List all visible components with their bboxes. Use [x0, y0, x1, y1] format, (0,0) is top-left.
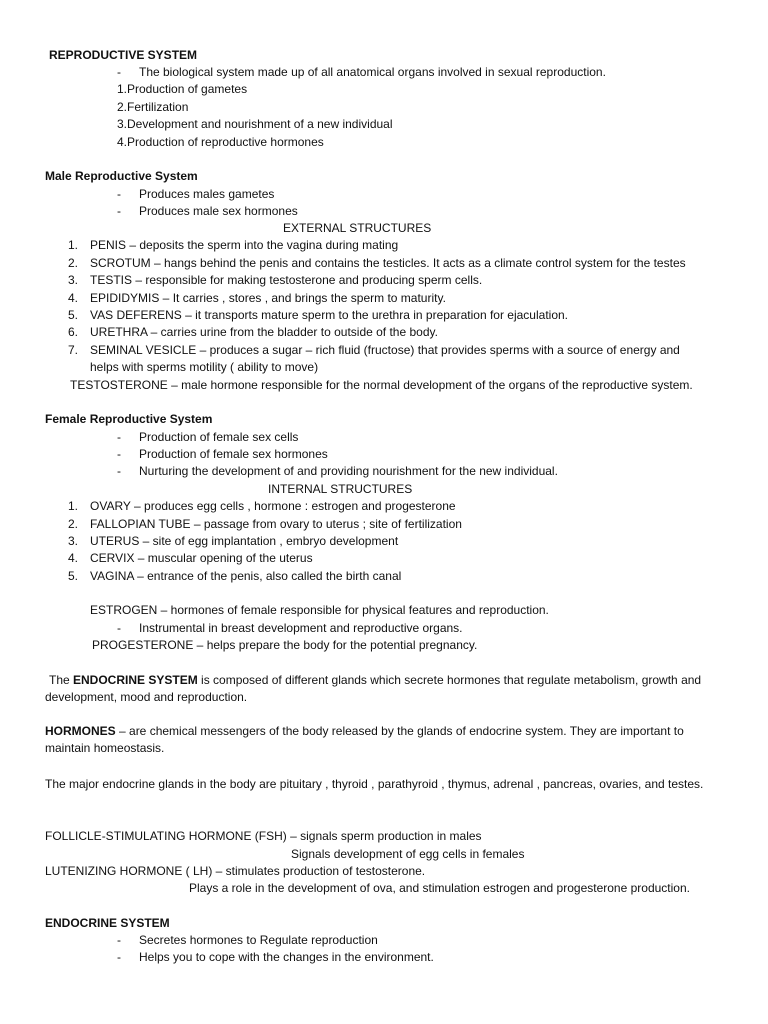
bullet-dash: - — [117, 65, 121, 79]
female-heading: Female Reproductive System — [45, 412, 213, 426]
female-structure-item: 2. FALLOPIAN TUBE – passage from ovary to uterus ; site of fertilization — [68, 517, 462, 531]
estrogen-line: ESTROGEN – hormones of female responsible for physical features and reproduction. — [90, 603, 549, 617]
female-bullet: - Nurturing the development of and providing nourishment for the new individual. — [117, 464, 558, 478]
female-bullet: - Production of female sex hormones — [117, 447, 328, 461]
endocrine-bullet: - Secretes hormones to Regulate reproduction — [117, 933, 378, 947]
glands-paragraph: The major endocrine glands in the body are pituitary , thyroid , parathyroid , thymus, adrenal , pancreas, ovaries, and testes. — [45, 777, 704, 791]
male-subheading: EXTERNAL STRUCTURES — [283, 221, 432, 235]
male-bullet: - Produces male sex hormones — [117, 204, 298, 218]
repro-heading: REPRODUCTIVE SYSTEM — [49, 48, 198, 62]
repro-function: 1.Production of gametes — [117, 82, 248, 96]
repro-definition: The biological system made up of all anatomical organs involved in sexual reproduction. — [139, 65, 606, 79]
endocrine-bullet: - Helps you to cope with the changes in the environment. — [117, 950, 434, 964]
hormones-term: HORMONES — [45, 724, 116, 738]
male-structure-item: 5. VAS DEFERENS – it transports mature sperm to the urethra in preparation for ejaculation. — [68, 308, 568, 322]
male-structure-item: 2. SCROTUM – hangs behind the penis and contains the testicles. It acts as a climate control system for the testes — [68, 256, 686, 270]
female-subheading: INTERNAL STRUCTURES — [268, 482, 413, 496]
repro-function: 2.Fertilization — [117, 100, 189, 114]
endocrine-intro-paragraph: The ENDOCRINE SYSTEM is composed of different glands which secrete hormones that regulate metabolism, growth and development, mood and reproduction. — [45, 673, 702, 704]
progesterone-line: PROGESTERONE – helps prepare the body for the potential pregnancy. — [92, 638, 478, 652]
fsh-line: FOLLICLE-STIMULATING HORMONE (FSH) – signals sperm production in males — [45, 829, 482, 843]
female-structure-item: 1. OVARY – produces egg cells , hormone : estrogen and progesterone — [68, 499, 456, 513]
endocrine-term: ENDOCRINE SYSTEM — [73, 673, 198, 687]
lh-line-2: Plays a role in the development of ova, and stimulation estrogen and progesterone production. — [189, 881, 690, 895]
male-structure-item: 6. URETHRA – carries urine from the bladder to outside of the body. — [68, 325, 438, 339]
female-bullet: - Production of female sex cells — [117, 430, 299, 444]
fsh-line-2: Signals development of egg cells in females — [291, 847, 525, 861]
male-structure-item: 4. EPIDIDYMIS – It carries , stores , and brings the sperm to maturity. — [68, 291, 446, 305]
male-structure-item: 1. PENIS – deposits the sperm into the vagina during mating — [68, 238, 399, 252]
endocrine-heading: ENDOCRINE SYSTEM — [45, 916, 170, 930]
female-structure-item: 3. UTERUS – site of egg implantation , embryo development — [68, 534, 399, 548]
lh-line: LUTENIZING HORMONE ( LH) – stimulates production of testosterone. — [45, 864, 426, 878]
male-heading: Male Reproductive System — [45, 169, 198, 183]
male-bullet: - Produces males gametes — [117, 187, 275, 201]
repro-function: 4.Production of reproductive hormones — [117, 135, 324, 149]
estrogen-bullet: - Instrumental in breast development and reproductive organs. — [117, 621, 463, 635]
male-structure-item: 3. TESTIS – responsible for making testosterone and producing sperm cells. — [68, 273, 483, 287]
repro-function: 3.Development and nourishment of a new individual — [117, 117, 393, 131]
female-structure-item: 5. VAGINA – entrance of the penis, also called the birth canal — [68, 569, 402, 583]
male-structure-item: 7. SEMINAL VESICLE – produces a sugar – rich fluid (fructose) that provides sperms with a source of energy and helps with sperms motility ( ability to move) — [68, 343, 680, 374]
hormones-paragraph: HORMONES – are chemical messengers of the body released by the glands of endocrine system. They are important to maintain homeostasis. — [45, 724, 684, 755]
testosterone-line: TESTOSTERONE – male hormone responsible for the normal development of the organs of the reproductive system. — [70, 378, 693, 392]
female-structure-item: 4. CERVIX – muscular opening of the uterus — [68, 551, 313, 565]
repro-definition-item — [117, 64, 606, 81]
